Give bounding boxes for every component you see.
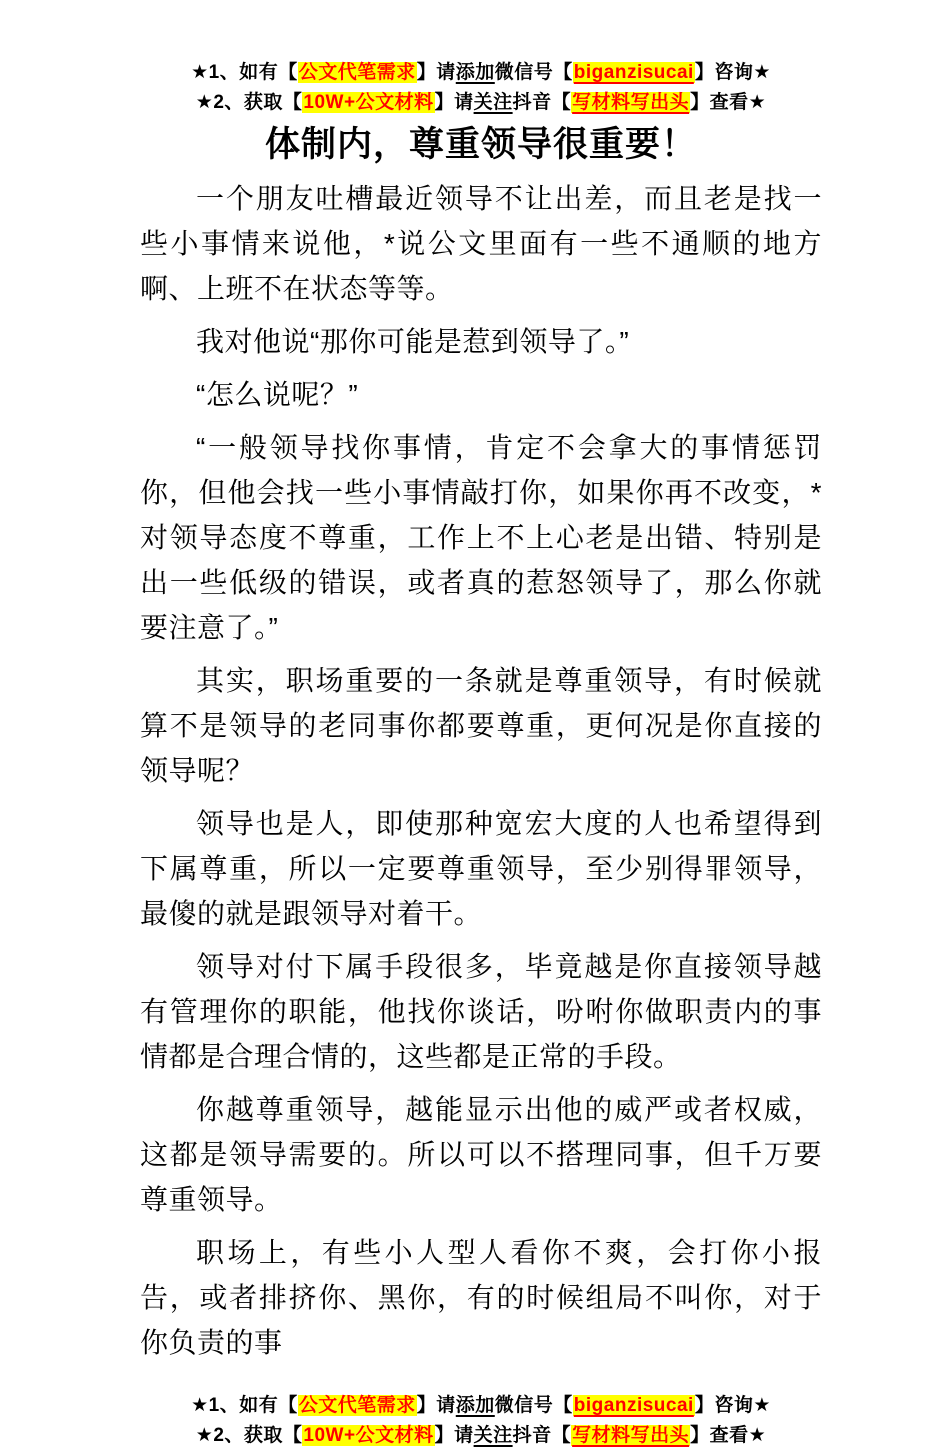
paragraph: 领导也是人，即使那种宽宏大度的人也希望得到下属尊重，所以一定要尊重领导，至少别得罪领导，最傻的就是跟领导对着干。 — [140, 808, 822, 929]
promo-highlight-service: 公文代笔需求 — [298, 62, 416, 83]
promo-text: 】请 — [416, 62, 456, 83]
promo-underline-add: 添加 — [455, 1395, 495, 1416]
promo-text: 】请 — [416, 1395, 456, 1416]
promo-footer-line-2 — [140, 1421, 822, 1451]
paragraph: 我对他说“那你可能是惹到领导了。” — [196, 326, 630, 357]
article-title: 体制内，尊重领导很重要！ — [264, 125, 697, 164]
promo-header — [140, 58, 822, 118]
promo-suffix: 】查看★ — [690, 1425, 767, 1446]
promo-text: 微信号【 — [494, 1395, 573, 1416]
promo-text: 】请 — [434, 92, 474, 113]
promo-highlight-service: 公文代笔需求 — [298, 1395, 416, 1416]
promo-header-line-2 — [140, 88, 822, 118]
paragraph: “怎么说呢？” — [196, 379, 359, 410]
article-body — [140, 176, 822, 1365]
promo-underline-follow: 关注 — [473, 1425, 513, 1446]
promo-text: 微信号【 — [494, 62, 573, 83]
promo-footer — [140, 1391, 822, 1451]
promo-underline-follow: 关注 — [473, 92, 513, 113]
promo-suffix: 】咨询★ — [694, 1395, 771, 1416]
promo-footer-line-1 — [140, 1391, 822, 1421]
promo-prefix: ★1、如有【 — [191, 62, 298, 83]
promo-text: 抖音【 — [512, 1425, 572, 1446]
promo-prefix: ★1、如有【 — [191, 1395, 298, 1416]
promo-suffix: 】咨询★ — [694, 62, 771, 83]
wechat-id: biganzisucai — [573, 1395, 694, 1416]
paragraph: 一个朋友吐槽最近领导不让出差，而且老是找一些小事情来说他，*说公文里面有一些不通顺的地方啊、上班不在状态等等。 — [140, 183, 822, 304]
paragraph: 领导对付下属手段很多，毕竟越是你直接领导越有管理你的职能，他找你谈话，吩咐你做职责内的事情都是合理合情的，这些都是正常的手段。 — [140, 951, 822, 1072]
paragraph: 其实，职场重要的一条就是尊重领导，有时候就算不是领导的老同事你都要尊重，更何况是你直接的领导呢？ — [140, 665, 822, 786]
promo-header-line-1 — [140, 58, 822, 88]
promo-prefix: ★2、获取【 — [195, 1425, 303, 1446]
promo-highlight-materials: 10W+公文材料 — [303, 1425, 434, 1446]
promo-highlight-materials: 10W+公文材料 — [303, 92, 434, 113]
paragraph: 职场上，有些小人型人看你不爽，会打你小报告，或者排挤你、黑你，有的时候组局不叫你，对于你负责的事 — [140, 1237, 822, 1358]
wechat-id: biganzisucai — [573, 62, 694, 83]
douyin-name: 写材料写出头 — [572, 92, 690, 113]
promo-prefix: ★2、获取【 — [195, 92, 303, 113]
douyin-name: 写材料写出头 — [572, 1425, 690, 1446]
promo-text: 抖音【 — [512, 92, 572, 113]
promo-underline-add: 添加 — [455, 62, 495, 83]
paragraph: 你越尊重领导，越能显示出他的威严或者权威，这都是领导需要的。所以可以不搭理同事，但千万要尊重领导。 — [140, 1094, 822, 1215]
paragraph: “一般领导找你事情，肯定不会拿大的事情惩罚你，但他会找一些小事情敲打你，如果你再不改变，*对领导态度不尊重，工作上不上心老是出错、特别是出一些低级的错误，或者真的惹怒领导了，那么你就要注意了。” — [140, 432, 822, 643]
promo-suffix: 】查看★ — [690, 92, 767, 113]
promo-text: 】请 — [434, 1425, 474, 1446]
